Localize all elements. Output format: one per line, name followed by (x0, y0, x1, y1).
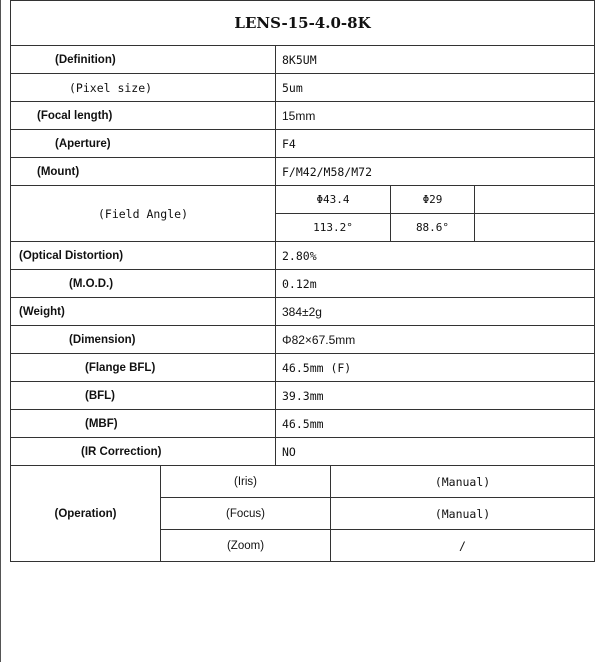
row-value-ir-correction: NO (276, 438, 595, 466)
operation-label-focus: (Focus) (161, 498, 331, 530)
table-row (11, 410, 595, 438)
row-label-definition: (Definition) (11, 46, 276, 74)
row-label-dimension: (Dimension) (11, 326, 276, 354)
field-angle-value-3 (475, 214, 595, 242)
table-row (11, 242, 595, 270)
table-row (11, 46, 595, 74)
operation-value-iris: (Manual) (331, 466, 595, 498)
table-row (11, 382, 595, 410)
row-value-mbf: 46.5mm (276, 410, 595, 438)
row-label-focal-length: (Focal length) (11, 102, 276, 130)
row-value-weight: 384±2g (276, 298, 595, 326)
table-row (11, 270, 595, 298)
row-label-weight: (Weight) (11, 298, 276, 326)
field-angle-value-1: 113.2° (276, 214, 391, 242)
row-value-bfl: 39.3mm (276, 382, 595, 410)
row-value-dimension: Φ82×67.5mm (276, 326, 595, 354)
row-value-mount: F/M42/M58/M72 (276, 158, 595, 186)
field-angle-value-2: 88.6° (391, 214, 475, 242)
table-title: LENS-15-4.0-8K (11, 1, 595, 46)
row-label-flange-bfl: (Flange BFL) (11, 354, 276, 382)
table-row (11, 158, 595, 186)
table-row (11, 74, 595, 102)
row-label-operation: (Operation) (11, 466, 161, 562)
field-angle-header-3 (475, 186, 595, 214)
table-row (11, 354, 595, 382)
field-angle-header-1: Φ43.4 (276, 186, 391, 214)
row-label-mount: (Mount) (11, 158, 276, 186)
row-value-flange-bfl: 46.5mm (F) (276, 354, 595, 382)
field-angle-header-2: Φ29 (391, 186, 475, 214)
table-row (11, 326, 595, 354)
operation-row-1 (11, 466, 595, 498)
row-value-definition: 8K5UM (276, 46, 595, 74)
row-label-bfl: (BFL) (11, 382, 276, 410)
row-value-optical-distortion: 2.80% (276, 242, 595, 270)
row-value-mod: 0.12m (276, 270, 595, 298)
row-value-aperture: F4 (276, 130, 595, 158)
table-row (11, 298, 595, 326)
spec-table (10, 0, 595, 562)
table-row (11, 438, 595, 466)
row-label-pixel-size: (Pixel size) (11, 74, 276, 102)
row-label-ir-correction: (IR Correction) (11, 438, 276, 466)
row-label-optical-distortion: (Optical Distortion) (11, 242, 276, 270)
operation-label-zoom: (Zoom) (161, 530, 331, 562)
title-row (11, 1, 595, 46)
row-label-mbf: (MBF) (11, 410, 276, 438)
operation-value-focus: (Manual) (331, 498, 595, 530)
row-label-mod: (M.O.D.) (11, 270, 276, 298)
row-value-pixel-size: 5um (276, 74, 595, 102)
row-label-field-angle: (Field Angle) (11, 186, 276, 242)
field-angle-row-1 (11, 186, 595, 214)
page-edge (0, 0, 1, 662)
operation-value-zoom: / (331, 530, 595, 562)
table-row (11, 102, 595, 130)
row-label-aperture: (Aperture) (11, 130, 276, 158)
row-value-focal-length: 15mm (276, 102, 595, 130)
table-row (11, 130, 595, 158)
operation-label-iris: (Iris) (161, 466, 331, 498)
